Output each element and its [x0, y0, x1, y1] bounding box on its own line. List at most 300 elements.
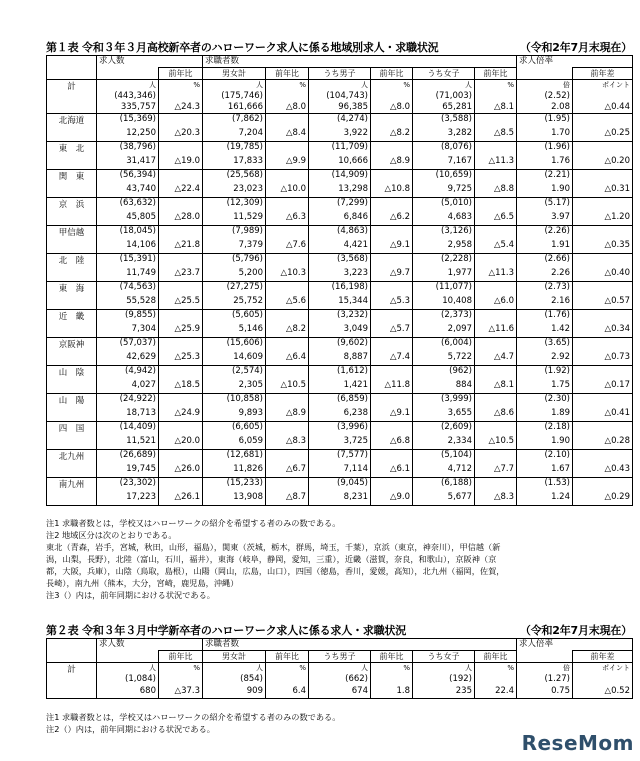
prev-cell [97, 310, 159, 324]
value-cell: △8.7 [266, 492, 309, 506]
value-cell: 3,655 [413, 408, 475, 422]
table-row [47, 310, 633, 324]
prev-value: (15,606) [226, 338, 263, 348]
value-cell: 4,421 [309, 240, 371, 254]
prev-cell [309, 170, 371, 184]
table-row [47, 408, 633, 422]
prev-cell [309, 663, 371, 687]
prev-cell [371, 114, 413, 128]
prev-cell [371, 394, 413, 408]
value-cell: 9,893 [203, 408, 266, 422]
prev-value: (5,796) [232, 254, 263, 264]
prev-cell [517, 254, 573, 268]
prev-cell [203, 282, 266, 296]
prev-value: (2,228) [441, 254, 472, 264]
prev-cell [309, 366, 371, 380]
prev-cell [413, 142, 475, 156]
prev-cell [573, 80, 633, 103]
value-cell: 2,305 [203, 380, 266, 394]
prev-cell [517, 114, 573, 128]
sub-danjokei: 男女計 [203, 68, 266, 80]
value-cell: 13,298 [309, 184, 371, 198]
prev-cell [266, 478, 309, 492]
prev-cell [475, 422, 517, 436]
prev-cell [475, 478, 517, 492]
value-cell: △22.4 [159, 184, 203, 198]
value-cell: △0.57 [573, 296, 633, 310]
value-cell: △8.2 [266, 324, 309, 338]
value-cell: 1.90 [517, 184, 573, 198]
prev-cell [517, 142, 573, 156]
prev-cell [371, 226, 413, 240]
prev-cell [266, 422, 309, 436]
value-cell: 11,826 [203, 464, 266, 478]
prev-cell [413, 114, 475, 128]
prev-cell [159, 170, 203, 184]
value-cell: △8.3 [475, 492, 517, 506]
prev-cell [203, 422, 266, 436]
table-row [47, 212, 633, 226]
prev-value: (11,077) [435, 282, 472, 292]
prev-value: (1.76) [544, 310, 570, 320]
prev-cell [517, 198, 573, 212]
prev-cell [159, 254, 203, 268]
table-row [47, 102, 633, 114]
value-cell: △26.0 [159, 464, 203, 478]
prev-cell [573, 366, 633, 380]
region-label: 京阪神 [47, 338, 97, 366]
value-cell: 2,334 [413, 436, 475, 450]
prev-value: (2,574) [232, 366, 263, 376]
prev-value: (63,632) [119, 198, 156, 208]
value-cell: △8.0 [266, 102, 309, 114]
value-cell: △24.9 [159, 408, 203, 422]
prev-value: (5.17) [544, 198, 570, 208]
prev-cell [203, 114, 266, 128]
value-cell: △0.35 [573, 240, 633, 254]
value-cell: △10.5 [475, 436, 517, 450]
prev-cell [475, 394, 517, 408]
sub-zennensa: 前年差 [573, 68, 633, 80]
value-cell: △18.5 [159, 380, 203, 394]
sub-female: うち女子 [413, 68, 475, 80]
prev-value: (9,045) [337, 478, 368, 488]
prev-cell [266, 170, 309, 184]
prev-cell [309, 422, 371, 436]
prev-cell [573, 338, 633, 352]
table1-title-text: 第１表 令和３年３月高校新卒者のハローワーク求人に係る地域別求人・求職状況 [46, 41, 439, 54]
prev-cell [309, 338, 371, 352]
note-line: 東北（青森，岩手，宮城，秋田，山形，福島），関東（茨城，栃木，群馬，埼玉，千葉），京浜（東京，神奈川），甲信越（新 [46, 542, 501, 552]
value-cell: △9.1 [371, 408, 413, 422]
unit-label: ポイント [602, 81, 630, 89]
table-row [47, 380, 633, 394]
prev-cell [475, 338, 517, 352]
prev-value: (2.10) [544, 450, 570, 460]
table-row [47, 142, 633, 156]
value-cell: △21.8 [159, 240, 203, 254]
value-cell: 5,722 [413, 352, 475, 366]
value-cell: △7.6 [266, 240, 309, 254]
prev-value: (57,037) [119, 338, 156, 348]
resemom-logo: ReseMom [521, 731, 634, 755]
unit-label: ポイント [602, 664, 630, 672]
prev-cell [517, 310, 573, 324]
prev-value: (2,373) [441, 310, 472, 320]
prev-cell [203, 254, 266, 268]
value-cell: △8.9 [371, 156, 413, 170]
prev-cell [475, 170, 517, 184]
table-row [47, 478, 633, 492]
prev-value: (1.92) [544, 366, 570, 376]
region-label: 北九州 [47, 450, 97, 478]
header-blank [47, 56, 97, 80]
prev-value: (2,609) [441, 422, 472, 432]
value-cell: 1.24 [517, 492, 573, 506]
value-cell: 7,379 [203, 240, 266, 254]
prev-cell [573, 663, 633, 687]
prev-cell [371, 170, 413, 184]
prev-cell [517, 663, 573, 687]
value-cell: 3,282 [413, 128, 475, 142]
value-cell: △8.0 [371, 102, 413, 114]
value-cell: 14,106 [97, 240, 159, 254]
prev-value: (2.73) [544, 282, 570, 292]
prev-value: (12,681) [226, 450, 263, 460]
table-row [47, 240, 633, 254]
prev-cell [97, 254, 159, 268]
value-cell: 45,805 [97, 212, 159, 226]
prev-value: (6,004) [441, 338, 472, 348]
prev-cell [475, 226, 517, 240]
value-cell: △11.6 [475, 324, 517, 338]
prev-cell [413, 663, 475, 687]
note-line: 潟，山梨，長野），北陸（富山，石川，福井），東海（岐阜，静岡，愛知，三重），近畿（滋賀，奈良，和歌山），京阪神（京 [46, 554, 497, 564]
value-cell: 19,745 [97, 464, 159, 478]
value-cell: 2.08 [517, 102, 573, 114]
prev-value: (3,999) [441, 394, 472, 404]
prev-cell [413, 170, 475, 184]
note-line: 注1 求職者数とは，学校又はハローワークの紹介を希望する者のみの数である。 [46, 712, 341, 722]
table2-title-text: 第２表 令和３年３月中学新卒者のハローワーク求人に係る求人・求職状況 [46, 624, 407, 637]
header-kyujin: 求人数 [97, 639, 159, 651]
value-cell: △20.3 [159, 128, 203, 142]
value-cell: 43,740 [97, 184, 159, 198]
value-cell: 15,344 [309, 296, 371, 310]
prev-value: (443,346) [114, 91, 156, 101]
prev-cell [413, 198, 475, 212]
prev-value: (1.96) [544, 142, 570, 152]
prev-value: (2.66) [544, 254, 570, 264]
value-cell: 8,231 [309, 492, 371, 506]
prev-value: (9,855) [125, 310, 156, 320]
value-cell: △9.9 [266, 156, 309, 170]
value-cell: 11,749 [97, 268, 159, 282]
value-cell: 14,609 [203, 352, 266, 366]
prev-cell [517, 80, 573, 103]
sub-zennenhi: 前年比 [266, 651, 309, 663]
sub-zennenhi: 前年比 [475, 68, 517, 80]
prev-value: (854) [240, 674, 263, 684]
value-cell: 7,114 [309, 464, 371, 478]
sub-zennenhi: 前年比 [159, 651, 203, 663]
region-label: 東 北 [47, 142, 97, 170]
prev-cell [413, 478, 475, 492]
prev-value: (1,084) [125, 674, 156, 684]
prev-value: (18,045) [119, 226, 156, 236]
value-cell: △10.5 [266, 380, 309, 394]
value-cell: △5.6 [266, 296, 309, 310]
prev-cell [573, 450, 633, 464]
value-cell: △37.3 [159, 686, 203, 698]
value-cell: 9,725 [413, 184, 475, 198]
value-cell: 4,027 [97, 380, 159, 394]
value-cell: △26.1 [159, 492, 203, 506]
prev-cell [203, 226, 266, 240]
value-cell: △24.3 [159, 102, 203, 114]
unit-label: % [403, 664, 410, 672]
prev-cell [97, 142, 159, 156]
prev-cell [309, 450, 371, 464]
value-cell: 1.67 [517, 464, 573, 478]
prev-cell [371, 338, 413, 352]
prev-cell [309, 310, 371, 324]
prev-cell [475, 114, 517, 128]
prev-cell [475, 142, 517, 156]
prev-cell [266, 198, 309, 212]
prev-value: (5,605) [232, 310, 263, 320]
prev-cell [309, 80, 371, 103]
sub-zennensa: 前年差 [573, 651, 633, 663]
table-row [47, 114, 633, 128]
prev-value: (38,796) [119, 142, 156, 152]
prev-value: (7,862) [232, 114, 263, 124]
value-cell: 4,683 [413, 212, 475, 226]
value-cell: △0.52 [573, 686, 633, 698]
value-cell: 22.4 [475, 686, 517, 698]
value-cell: 909 [203, 686, 266, 698]
value-cell: △5.3 [371, 296, 413, 310]
prev-value: (2.21) [544, 170, 570, 180]
prev-value: (15,391) [119, 254, 156, 264]
prev-cell [371, 142, 413, 156]
prev-cell [517, 170, 573, 184]
value-cell: 13,908 [203, 492, 266, 506]
prev-value: (14,409) [119, 422, 156, 432]
value-cell: △25.9 [159, 324, 203, 338]
prev-cell [475, 450, 517, 464]
value-cell: 12,250 [97, 128, 159, 142]
value-cell: △8.5 [475, 128, 517, 142]
prev-cell [573, 282, 633, 296]
value-cell: △9.7 [371, 268, 413, 282]
prev-value: (2.26) [544, 226, 570, 236]
prev-value: (4,274) [337, 114, 368, 124]
prev-value: (14,909) [331, 170, 368, 180]
value-cell: △9.1 [371, 240, 413, 254]
table-row [47, 394, 633, 408]
prev-cell [309, 226, 371, 240]
table-row [47, 422, 633, 436]
prev-cell [159, 422, 203, 436]
value-cell: 1.90 [517, 436, 573, 450]
value-cell: 1.76 [517, 156, 573, 170]
prev-cell [573, 170, 633, 184]
header-bairitsu: 求人倍率 [517, 56, 573, 68]
prev-cell [371, 198, 413, 212]
prev-cell [573, 394, 633, 408]
prev-cell [573, 226, 633, 240]
unit-label: % [403, 81, 410, 89]
prev-cell [413, 310, 475, 324]
prev-cell [413, 226, 475, 240]
prev-cell [97, 478, 159, 492]
value-cell: △8.6 [475, 408, 517, 422]
value-cell: 6,238 [309, 408, 371, 422]
prev-value: (6,188) [441, 478, 472, 488]
header-kyujin: 求人数 [97, 56, 159, 68]
prev-cell [371, 254, 413, 268]
table-row [47, 156, 633, 170]
prev-value: (3,126) [441, 226, 472, 236]
table-row [47, 254, 633, 268]
value-cell: △19.0 [159, 156, 203, 170]
prev-cell [371, 422, 413, 436]
prev-cell [159, 114, 203, 128]
region-label: 北海道 [47, 114, 97, 142]
prev-value: (3,568) [337, 254, 368, 264]
sub-male: うち男子 [309, 651, 371, 663]
table-row [47, 296, 633, 310]
value-cell: 1.42 [517, 324, 573, 338]
value-cell: 884 [413, 380, 475, 394]
value-cell: 4,712 [413, 464, 475, 478]
prev-cell [413, 394, 475, 408]
value-cell: 1.8 [371, 686, 413, 698]
prev-cell [97, 80, 159, 103]
prev-cell [413, 338, 475, 352]
value-cell: △7.7 [475, 464, 517, 478]
prev-cell [266, 394, 309, 408]
value-cell: △6.8 [371, 436, 413, 450]
prev-cell [203, 142, 266, 156]
unit-label: 人 [465, 664, 472, 672]
note-line: 注3（）内は，前年同期における状況である。 [46, 590, 215, 600]
prev-value: (11,709) [331, 142, 368, 152]
value-cell: 1.70 [517, 128, 573, 142]
value-cell: 2,958 [413, 240, 475, 254]
value-cell: △0.43 [573, 464, 633, 478]
value-cell: 2,097 [413, 324, 475, 338]
value-cell: 42,629 [97, 352, 159, 366]
prev-cell [573, 198, 633, 212]
sub-zennenhi: 前年比 [266, 68, 309, 80]
value-cell: 1,421 [309, 380, 371, 394]
sub-zennenhi: 前年比 [475, 651, 517, 663]
value-cell: △0.44 [573, 102, 633, 114]
value-cell: 6.4 [266, 686, 309, 698]
prev-cell [97, 170, 159, 184]
prev-cell [266, 282, 309, 296]
value-cell: 674 [309, 686, 371, 698]
prev-value: (3,232) [337, 310, 368, 320]
prev-cell [371, 310, 413, 324]
value-cell: △11.3 [475, 156, 517, 170]
note-line: 注1 求職者数とは，学校又はハローワークの紹介を希望する者のみの数である。 [46, 518, 341, 528]
table2 [46, 638, 633, 699]
sub-zennenhi: 前年比 [159, 68, 203, 80]
value-cell: △8.1 [475, 380, 517, 394]
prev-cell [203, 170, 266, 184]
value-cell: 1.89 [517, 408, 573, 422]
prev-cell [159, 478, 203, 492]
unit-label: % [193, 664, 200, 672]
prev-value: (1.95) [544, 114, 570, 124]
prev-cell [203, 663, 266, 687]
prev-cell [309, 142, 371, 156]
prev-cell [413, 80, 475, 103]
table-row [47, 80, 633, 103]
prev-cell [159, 310, 203, 324]
region-label: 山 陽 [47, 394, 97, 422]
unit-label: % [193, 81, 200, 89]
prev-cell [266, 226, 309, 240]
value-cell: △6.2 [371, 212, 413, 226]
value-cell: 96,385 [309, 102, 371, 114]
table-row [47, 324, 633, 338]
value-cell: △10.0 [266, 184, 309, 198]
region-label: 南九州 [47, 478, 97, 506]
prev-cell [159, 198, 203, 212]
prev-cell [159, 142, 203, 156]
value-cell: 7,204 [203, 128, 266, 142]
prev-cell [97, 114, 159, 128]
prev-value: (1.27) [544, 674, 570, 684]
table-row [47, 464, 633, 478]
prev-cell [266, 142, 309, 156]
value-cell: △10.3 [266, 268, 309, 282]
prev-value: (24,922) [119, 394, 156, 404]
prev-value: (7,577) [337, 450, 368, 460]
value-cell: 17,223 [97, 492, 159, 506]
value-cell: △8.3 [266, 436, 309, 450]
header-kyushoku: 求職者数 [203, 56, 266, 68]
value-cell: 1.91 [517, 240, 573, 254]
value-cell: 3,922 [309, 128, 371, 142]
table-row [47, 226, 633, 240]
region-label: 関 東 [47, 170, 97, 198]
value-cell: △8.1 [475, 102, 517, 114]
prev-cell [203, 338, 266, 352]
value-cell: △0.17 [573, 380, 633, 394]
table-row [47, 282, 633, 296]
prev-value: (74,563) [119, 282, 156, 292]
unit-label: 人 [361, 664, 368, 672]
value-cell: △8.4 [266, 128, 309, 142]
value-cell: △0.25 [573, 128, 633, 142]
prev-value: (175,746) [221, 91, 263, 101]
prev-cell [475, 282, 517, 296]
value-cell: 10,666 [309, 156, 371, 170]
prev-value: (8,076) [441, 142, 472, 152]
prev-cell [573, 478, 633, 492]
note-line: 都，大阪，兵庫），山陰（鳥取，島根），山陽（岡山，広島，山口），四国（徳島，香川，愛媛，高知），北九州（福岡，佐賀， [46, 566, 505, 576]
unit-label: 人 [256, 81, 263, 89]
value-cell: 8,887 [309, 352, 371, 366]
prev-cell [159, 226, 203, 240]
prev-cell [371, 663, 413, 687]
value-cell: 335,757 [97, 102, 159, 114]
